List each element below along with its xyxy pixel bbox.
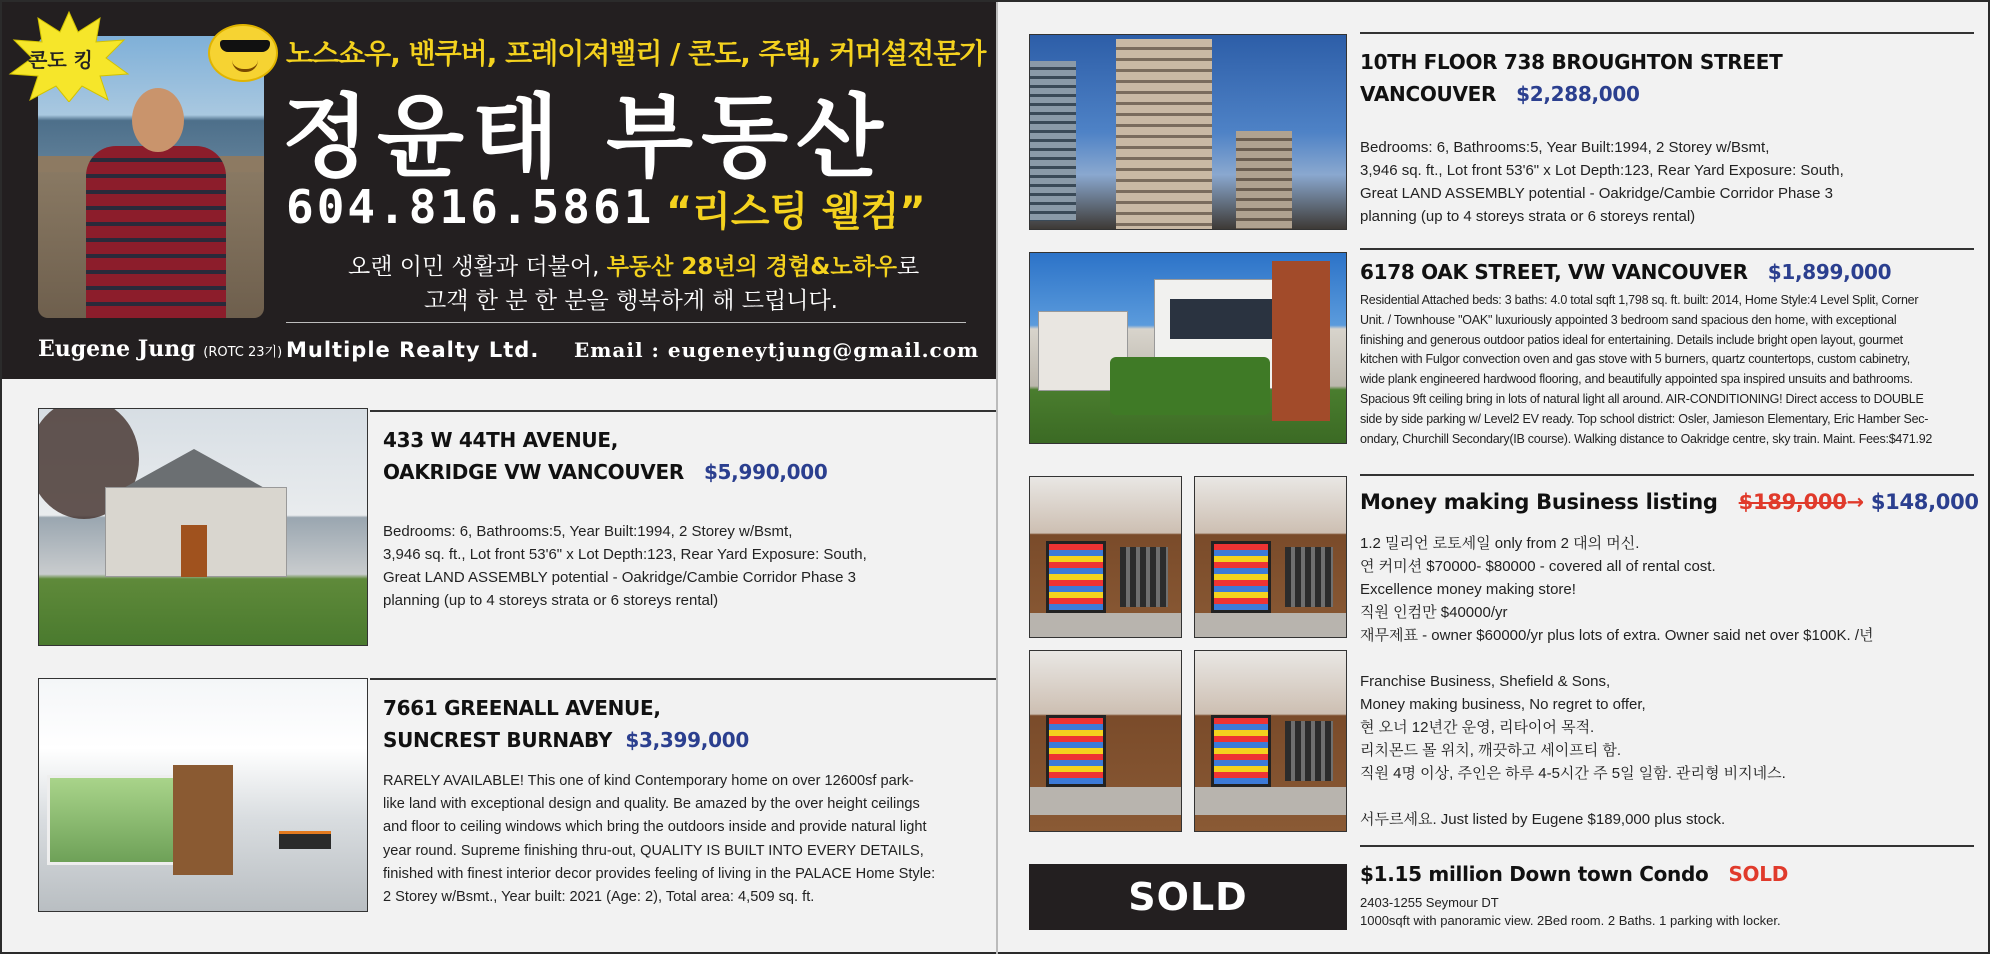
agent-name-text: Eugene Jung (38, 336, 196, 362)
listing-note: 서두르세요. Just listed by Eugene $189,000 plus stock. (1360, 811, 1726, 828)
listing-description (1360, 291, 1932, 449)
desc-line: 1.2 밀리언 로토세일 only from 2 대의 머신. (1360, 535, 1640, 552)
intro-highlight: 부동산 28년의 경험&노하우 (606, 254, 898, 280)
sunglasses-emoji-icon (208, 24, 278, 82)
listing-title-line2 (383, 460, 827, 484)
agent-name (38, 336, 282, 362)
intro-line-2: 고객 한 분 한 분을 행복하게 해 드립니다. (424, 288, 838, 314)
listing-divider (1360, 248, 1974, 250)
listing-price: $5,990,000 (703, 460, 828, 484)
sold-status-badge: SOLD (1728, 862, 1789, 886)
agent-note: (ROTC 23기) (203, 345, 283, 360)
listing-title: 433 W 44TH AVENUE, (383, 428, 619, 452)
phone-number[interactable]: 604.816.5861 (286, 180, 655, 234)
listing-price: $3,399,000 (625, 728, 749, 752)
listing-description-2 (1360, 670, 1786, 785)
desc-line: Residential Attached beds: 3 baths: 4.0 total sqft 1,798 sq. ft. built: 2014, Home Style:4 Level Split, Corner (1360, 293, 1919, 307)
email-address[interactable]: Email : eugeneytjung@gmail.com (574, 338, 980, 362)
desc-line: 직원 4명 이상, 주인은 하루 4-5시간 주 5일 일함. 관리형 비지네스. (1360, 765, 1786, 782)
brand-name: 정윤태 부동산 (282, 85, 891, 190)
store-photo[interactable] (1194, 476, 1347, 638)
intro-line-1 (348, 248, 919, 281)
desc-line: finished with finest interior decor provides feeling of living in the PALACE Home Style: (383, 865, 936, 882)
listing-photo-townhouse[interactable] (1029, 252, 1347, 444)
listing-title: 7661 GREENALL AVENUE, (383, 696, 661, 720)
listing-description (383, 520, 867, 612)
desc-line: planning (up to 4 storeys strata or 6 storeys rental) (383, 592, 719, 609)
desc-line: 현 오너 12년간 운영, 리타이어 목적. (1360, 719, 1595, 736)
desc-line: 3,946 sq. ft., Lot front 53'6" x Lot Depth:123, Rear Yard Exposure: South, (1360, 162, 1844, 179)
price-drop-arrow-icon: → (1846, 490, 1864, 514)
desc-line: Unit. / Townhouse "OAK" luxuriously appointed 3 bedroom sand spacious den home, with exceptional (1360, 312, 1897, 327)
desc-line: side by side parking w/ Level2 EV ready. Top school district: Osler, Jamieson Elementary, Eric Hamber Sec- (1360, 411, 1929, 426)
listing-title-line2 (383, 728, 749, 752)
listing-description (1360, 136, 1844, 228)
listing-photo-interior[interactable] (38, 678, 368, 912)
listing-welcome: “리스팅 웰컴” (666, 189, 926, 235)
old-price: $189,000 (1738, 490, 1847, 514)
listing-title (1360, 260, 1891, 284)
desc-line: Money making business, No regret to offer, (1360, 696, 1646, 713)
listing-divider (1360, 32, 1974, 34)
store-photo[interactable] (1194, 650, 1347, 832)
desc-line: Great LAND ASSEMBLY potential - Oakridge/Cambie Corridor Phase 3 (383, 569, 856, 586)
desc-line: Great LAND ASSEMBLY potential - Oakridge/Cambie Corridor Phase 3 (1360, 185, 1833, 202)
desc-line: Bedrooms: 6, Bathrooms:5, Year Built:1994, 2 Storey w/Bsmt, (1360, 139, 1770, 156)
listing-description (1360, 894, 1781, 930)
listing-price: $148,000 (1870, 490, 1979, 514)
desc-line: 리치몬드 몰 위치, 깨끗하고 세이프티 함. (1360, 742, 1622, 759)
store-photo[interactable] (1029, 476, 1182, 638)
listing-location: SUNCREST BURNABY (383, 728, 613, 752)
desc-line: Spacious 9ft ceiling bring in lots of natural light all around. AIR-CONDITIONING! Direct access to DOUBLE (1360, 391, 1924, 406)
desc-line: Bedrooms: 6, Bathrooms:5, Year Built:1994, 2 Storey w/Bsmt, (383, 523, 793, 540)
desc-line: Franchise Business, Shefield & Sons, (1360, 673, 1611, 690)
business-title: Money making Business listing (1360, 490, 1718, 514)
listing-divider (1360, 845, 1974, 847)
listing-price: $2,288,000 (1516, 82, 1640, 106)
desc-line: kitchen with Fulgor convection oven and gas stove with 5 burners, quartz countertops, custom cabinetry, (1360, 352, 1911, 367)
listing-location: 6178 OAK STREET, VW VANCOUVER (1360, 260, 1748, 284)
desc-line: year round. Supreme finishing thru-out, QUALITY IS BUILT INTO EVERY DETAILS, (383, 842, 924, 859)
listing-location: VANCOUVER (1360, 82, 1497, 106)
listing-title-line2 (1360, 82, 1640, 106)
listing-location: OAKRIDGE VW VANCOUVER (383, 460, 684, 484)
listing-description (383, 770, 935, 909)
intro-text-end: 로 (897, 254, 920, 280)
condo-title: $1.15 million Down town Condo (1360, 862, 1709, 886)
desc-line: 1000sqft with panoramic view. 2Bed room. 2 Baths. 1 parking with locker. (1360, 913, 1781, 928)
tagline: 노스쇼우, 밴쿠버, 프레이져밸리 / 콘도, 주택, 커머셜전문가 (286, 37, 986, 70)
listing-price: $1,899,000 (1767, 260, 1892, 284)
desc-line: planning (up to 4 storeys strata or 6 storeys rental) (1360, 208, 1696, 225)
desc-line: ondary, Churchill Secondary(IB course). Walking distance to Oakridge centre, sky train. Maint. Fees:$471.92 (1360, 431, 1933, 446)
listing-photo-house[interactable] (38, 408, 368, 646)
desc-line: and floor to ceiling windows which bring the outdoors inside and provide natural light (383, 819, 927, 836)
sold-banner: SOLD (1029, 864, 1347, 930)
listing-divider (370, 410, 996, 412)
listing-description (1360, 532, 1874, 647)
desc-line: 3,946 sq. ft., Lot front 53'6" x Lot Depth:123, Rear Yard Exposure: South, (383, 546, 867, 563)
listing-divider (370, 678, 996, 680)
desc-line: Excellence money making store! (1360, 581, 1576, 598)
badge-label: 콘도 킹 (28, 48, 93, 72)
header-divider (286, 322, 966, 323)
listing-photo-tower[interactable] (1029, 34, 1347, 230)
desc-line: like land with exceptional design and quality. Be amazed by the over height ceilings (383, 796, 920, 813)
intro-text: 오랜 이민 생활과 더불어, (348, 254, 607, 280)
desc-line: 직원 인컴만 $40000/yr (1360, 604, 1508, 621)
listing-title (1360, 862, 1788, 886)
listing-title: 10TH FLOOR 738 BROUGHTON STREET (1360, 50, 1783, 74)
desc-line: wide plank engineered hardwood flooring, and beautifully appointed spa inspired unsuits and bathrooms. (1360, 372, 1913, 387)
desc-line: finishing and generous outdoor patios ideal for entertaining. Details include bright open layout, gourmet (1360, 332, 1903, 347)
listing-divider (1360, 474, 1974, 476)
desc-line: 연 커미션 $70000- $80000 - covered all of rental cost. (1360, 558, 1716, 575)
desc-line: 2 Storey w/Bsmt., Year built: 2021 (Age: 2), Total area: 4,509 sq. ft. (383, 889, 815, 906)
desc-line: 재무제표 - owner $60000/yr plus lots of extra. Owner said net over $100K. /년 (1360, 627, 1874, 644)
store-photo[interactable] (1029, 650, 1182, 832)
desc-line: RARELY AVAILABLE! This one of kind Contemporary home on over 12600sf park- (383, 773, 914, 789)
listing-title (1360, 490, 1979, 514)
company-name: Multiple Realty Ltd. (286, 338, 540, 362)
desc-line: 2403-1255 Seymour DT (1360, 895, 1499, 910)
column-divider (996, 2, 998, 954)
agent-header (2, 2, 996, 379)
